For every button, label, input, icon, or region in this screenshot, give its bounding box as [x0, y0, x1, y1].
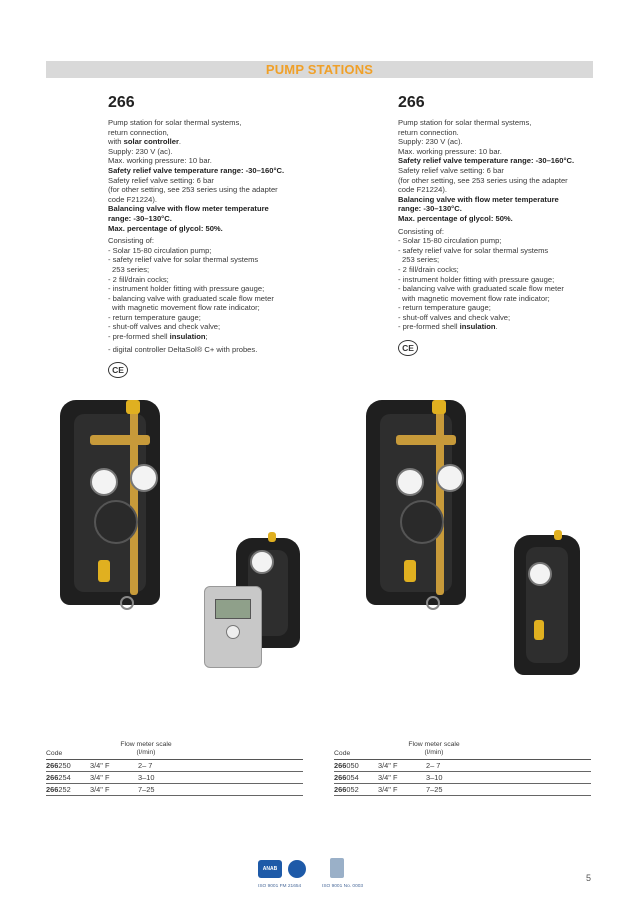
desc-line-bold: solar controller [123, 137, 179, 147]
size-cell: 3/4" F [378, 773, 398, 782]
desc-line: - Solar 15-80 circulation pump; [108, 245, 212, 255]
desc-line: Balancing valve with flow meter temperature [108, 204, 269, 214]
desc-line: code F21224). [108, 194, 157, 204]
size-cell: 3/4" F [90, 761, 110, 770]
table-row [46, 772, 303, 784]
column-header-code: Code [334, 750, 351, 757]
desc-line-text: with [108, 137, 124, 147]
desc-line: Pump station for solar thermal systems, [108, 118, 242, 127]
safety-valve-cap [126, 400, 140, 414]
desc-line: - balancing valve with graduated scale flow meter [398, 284, 564, 294]
gauge-icon [250, 550, 274, 574]
section-title: PUMP STATIONS [265, 62, 374, 77]
certification-seal-icon [288, 860, 306, 878]
code-cell: 266250 [46, 761, 71, 770]
desc-line: - return temperature gauge; [108, 312, 201, 322]
circulation-pump-icon [400, 500, 444, 544]
desc-line: (for other setting, see 253 series using the adapter [398, 175, 568, 185]
desc-line: Max. working pressure: 10 bar. [398, 146, 502, 156]
circulation-pump-icon [94, 500, 138, 544]
section-banner [46, 61, 593, 78]
desc-line: Balancing valve with flow meter temperature [398, 194, 559, 204]
desc-line: with magnetic movement flow rate indicator; [402, 293, 550, 303]
desc-line: with solar controller. [108, 137, 182, 147]
table-row [46, 760, 303, 772]
desc-line: 253 series; [112, 264, 150, 274]
desc-line: range: -30–130°C. [108, 213, 172, 223]
cert-caption: ISO 9001 No. 0003 [322, 884, 364, 889]
desc-line: return connection, [108, 127, 169, 137]
pressure-gauge-icon [436, 464, 464, 492]
solar-controller [204, 586, 262, 668]
desc-line: - digital controller DeltaSol® C+ with probes. [108, 344, 258, 354]
size-cell: 3/4" F [90, 785, 110, 794]
column-header-flow-scale: Flow meter scale (l/min) [120, 741, 172, 756]
column-header-flow-scale: Flow meter scale (l/min) [408, 741, 460, 756]
iso-certificate-icon [330, 858, 344, 878]
controller-button-icon [226, 625, 240, 639]
desc-line: code F21224). [398, 185, 447, 195]
code-cell: 266052 [334, 785, 359, 794]
left-code-table [46, 741, 303, 796]
table-row [334, 760, 591, 772]
desc-line: - shut-off valves and check valve; [398, 312, 511, 322]
temperature-gauge-icon [90, 468, 118, 496]
desc-line: return connection. [398, 127, 459, 137]
desc-line: Max. percentage of glycol: 50%. [398, 213, 513, 223]
desc-line: - safety relief valve for solar thermal systems [108, 255, 259, 265]
left-product-description [108, 94, 308, 378]
desc-line: - safety relief valve for solar thermal systems [398, 245, 549, 255]
desc-line: - instrument holder fitting with pressure gauge; [108, 284, 265, 294]
left-product-code: 266 [108, 94, 135, 111]
scale-cell: 2– 7 [138, 761, 153, 770]
desc-line: 253 series; [402, 255, 440, 265]
anab-logo-icon: ANAB [258, 860, 282, 878]
safety-valve-cap [554, 530, 562, 540]
desc-line: Safety relief valve temperature range: -30–160°C. [398, 156, 575, 166]
desc-line: - 2 fill/drain cocks; [398, 264, 459, 274]
scale-cell: 3–10 [426, 773, 443, 782]
desc-line: with magnetic movement flow rate indicator; [112, 303, 260, 313]
safety-valve-cap [268, 532, 276, 542]
size-cell: 3/4" F [378, 785, 398, 794]
desc-line: Max. working pressure: 10 bar. [108, 156, 212, 166]
flow-meter [534, 620, 544, 640]
desc-line: - pre-formed shell insulation. [398, 322, 498, 332]
size-cell: 3/4" F [378, 761, 398, 770]
desc-line: - Solar 15-80 circulation pump; [398, 236, 502, 246]
desc-line: Safety relief valve setting: 6 bar [398, 165, 504, 175]
scale-cell: 2– 7 [426, 761, 441, 770]
gauge-icon [528, 562, 552, 586]
safety-valve-cap [432, 400, 446, 414]
page-number: 5 [586, 873, 592, 883]
desc-line: Consisting of: [398, 226, 445, 236]
column-header-code: Code [46, 750, 63, 757]
size-cell: 3/4" F [90, 773, 110, 782]
desc-line: - shut-off valves and check valve; [108, 322, 221, 332]
cert-caption: ISO 9001 FM 21654 [258, 884, 302, 889]
code-cell: 266254 [46, 773, 71, 782]
scale-cell: 7–25 [138, 785, 155, 794]
temperature-gauge-icon [396, 468, 424, 496]
flow-meter [404, 560, 416, 582]
table-header [46, 741, 303, 760]
desc-line: - pre-formed shell insulation; [108, 332, 208, 342]
table-row [46, 784, 303, 796]
brass-fitting [396, 435, 456, 445]
desc-line: Max. percentage of glycol: 50%. [108, 223, 223, 233]
brass-pipe [130, 405, 138, 595]
desc-line: - instrument holder fitting with pressure gauge; [398, 274, 555, 284]
desc-line: - balancing valve with graduated scale flow meter [108, 293, 274, 303]
controller-display [215, 599, 251, 619]
key-ring-icon [426, 596, 440, 610]
right-product-description [398, 94, 598, 356]
desc-line: Supply: 230 V (ac). [398, 137, 463, 147]
desc-line: range: -30–130°C. [398, 204, 462, 214]
ce-mark-icon: CE [108, 362, 128, 378]
flow-meter [98, 560, 110, 582]
desc-line: Safety relief valve setting: 6 bar [108, 175, 214, 185]
table-header [334, 741, 591, 760]
desc-line: (for other setting, see 253 series using the adapter [108, 185, 278, 195]
brass-fitting [90, 435, 150, 445]
code-cell: 266252 [46, 785, 71, 794]
right-product-photo [366, 400, 596, 710]
desc-line-bold: insulation [459, 322, 496, 332]
desc-line: - return temperature gauge; [398, 303, 491, 313]
desc-line: Pump station for solar thermal systems, [398, 118, 532, 127]
insulation-shell-closed [514, 535, 580, 675]
left-product-photo [60, 400, 310, 710]
pressure-gauge-icon [130, 464, 158, 492]
brass-pipe [436, 405, 444, 595]
code-cell: 266050 [334, 761, 359, 770]
right-code-table [334, 741, 591, 796]
ce-mark-icon: CE [398, 340, 418, 356]
scale-cell: 7–25 [426, 785, 443, 794]
key-ring-icon [120, 596, 134, 610]
desc-line: Safety relief valve temperature range: -30–160°C. [108, 165, 285, 175]
desc-line: Consisting of: [108, 236, 155, 246]
table-row [334, 772, 591, 784]
desc-line: - 2 fill/drain cocks; [108, 274, 169, 284]
desc-line-bold: insulation [169, 332, 206, 342]
right-product-code: 266 [398, 94, 425, 111]
code-cell: 266054 [334, 773, 359, 782]
table-row [334, 784, 591, 796]
scale-cell: 3–10 [138, 773, 155, 782]
desc-line: Supply: 230 V (ac). [108, 146, 173, 156]
